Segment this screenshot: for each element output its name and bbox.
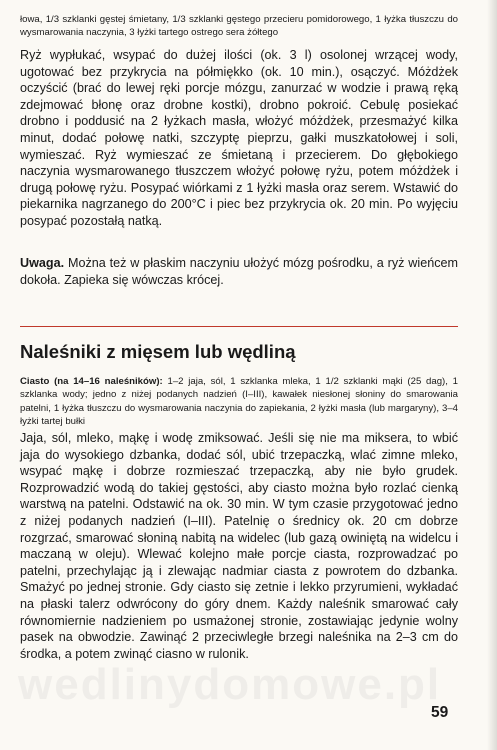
- previous-recipe-ingredients-continued: łowa, 1/3 szklanki gęstej śmietany, 1/3 szklanki gęstego przecieru pomidorowego, 1 łyżka tłuszczu do wysmarowania naczynia, 3 łyżki tartego ostrego sera żółtego: [20, 14, 458, 39]
- ingredients-list: 1–2 jaja, sól, 1 szklanka mleka, 1 1/2 szklanki mąki (25 dag), 1 szklanka wody; jedno z niżej podanych nadzień (I–III), kawałek niesłonej słoniny do smarowania patelni, 1 łyżka tłuszczu do wysmarowania naczynia do zapiekania, 2 łyżki masła (lub margaryny), 3–4 łyżki tartej bułki: [20, 376, 458, 428]
- previous-recipe-note: [20, 255, 458, 288]
- page-number: 59: [431, 704, 449, 721]
- note-text: Można też w płaskim naczyniu ułożyć mózg pośrodku, a ryż wieńcem dokoła. Zapieka się wówczas krócej.: [20, 256, 458, 287]
- note-label: Uwaga.: [20, 256, 65, 270]
- recipe-title: Naleśniki z mięsem lub wędliną: [20, 341, 296, 362]
- section-divider: [20, 326, 458, 327]
- site-watermark: wedlinydomowe.pl: [18, 660, 442, 709]
- page-edge-shadow: [487, 0, 497, 750]
- previous-recipe-method: Ryż wypłukać, wsypać do dużej ilości (ok. 3 l) osolonej wrzącej wody, ugotować bez przykrycia na półmiękko (ok. 10 min.), osączyć. Móżdżek oczyścić (brać do lewej ręki porcje mózgu, zanurzać w wodzie i prawą ręką zdejmować błonę oraz drobne kostki), drobno pokroić. Cebulę posiekać drobno i poddusić na 2 łyżkach masła, włożyć móżdżek, przesmażyć kilka minut, dodać połowę natki, szczyptę pieprzu, gałki muszkatołowej i soli, wymieszać. Ryż wymieszać ze śmietaną i przecierem. Do głębokiego naczynia wysmarowanego tłuszczem włożyć połowę ryżu, potem móżdżek i drugą połowę ryżu. Posypać wiórkami z 1 łyżki masła oraz serem. Wstawić do piekarnika nagrzanego do 200°C i piec bez przykrycia ok. 20 min. Po wyjęciu posypać pozostałą natką.: [20, 48, 458, 228]
- recipe-ingredients: [20, 375, 458, 429]
- recipe-method: Jaja, sól, mleko, mąkę i wodę zmiksować. Jeśli się nie ma miksera, to wbić jaja do wysokiego dzbanka, dodać sól, ubić trzepaczką, wlać zimne mleko, wsypać mąkę i dobrze rozmieszać trzepaczką, aby nie było grudek. Rozprowadzić wodą do takiej gęstości, aby ciasto można było rozlać cienką warstwą na patelni. Odstawić na ok. 30 min. W tym czasie przygotować jedno z niżej podanych nadzień (I–III). Patelnię o średnicy ok. 20 cm dobrze rozgrzać, smarować słoniną nabitą na widelec (lub gazą owiniętą na widelcu i maczaną w oleju). Wlewać kolejno małe porcje ciasta, rozprowadzać po patelni, przechylając ją i zlewając nadmiar ciasta z powrotem do dzbanka. Smażyć po jednej stronie. Gdy ciasto się zetnie i lekko przyrumieni, wykładać na płaski talerz odwrócony do góry dnem. Każdy naleśnik smarować cały równomiernie nadzieniem po usmażonej stronie, zostawiając jedynie wolny pasek na obwodzie. Zawinąć 2 przeciwległe brzegi naleśnika na 2–3 cm do środka, a potem zwinąć ciasno w rulonik.: [20, 431, 458, 661]
- ingredients-label: Ciasto (na 14–16 naleśników):: [20, 376, 163, 387]
